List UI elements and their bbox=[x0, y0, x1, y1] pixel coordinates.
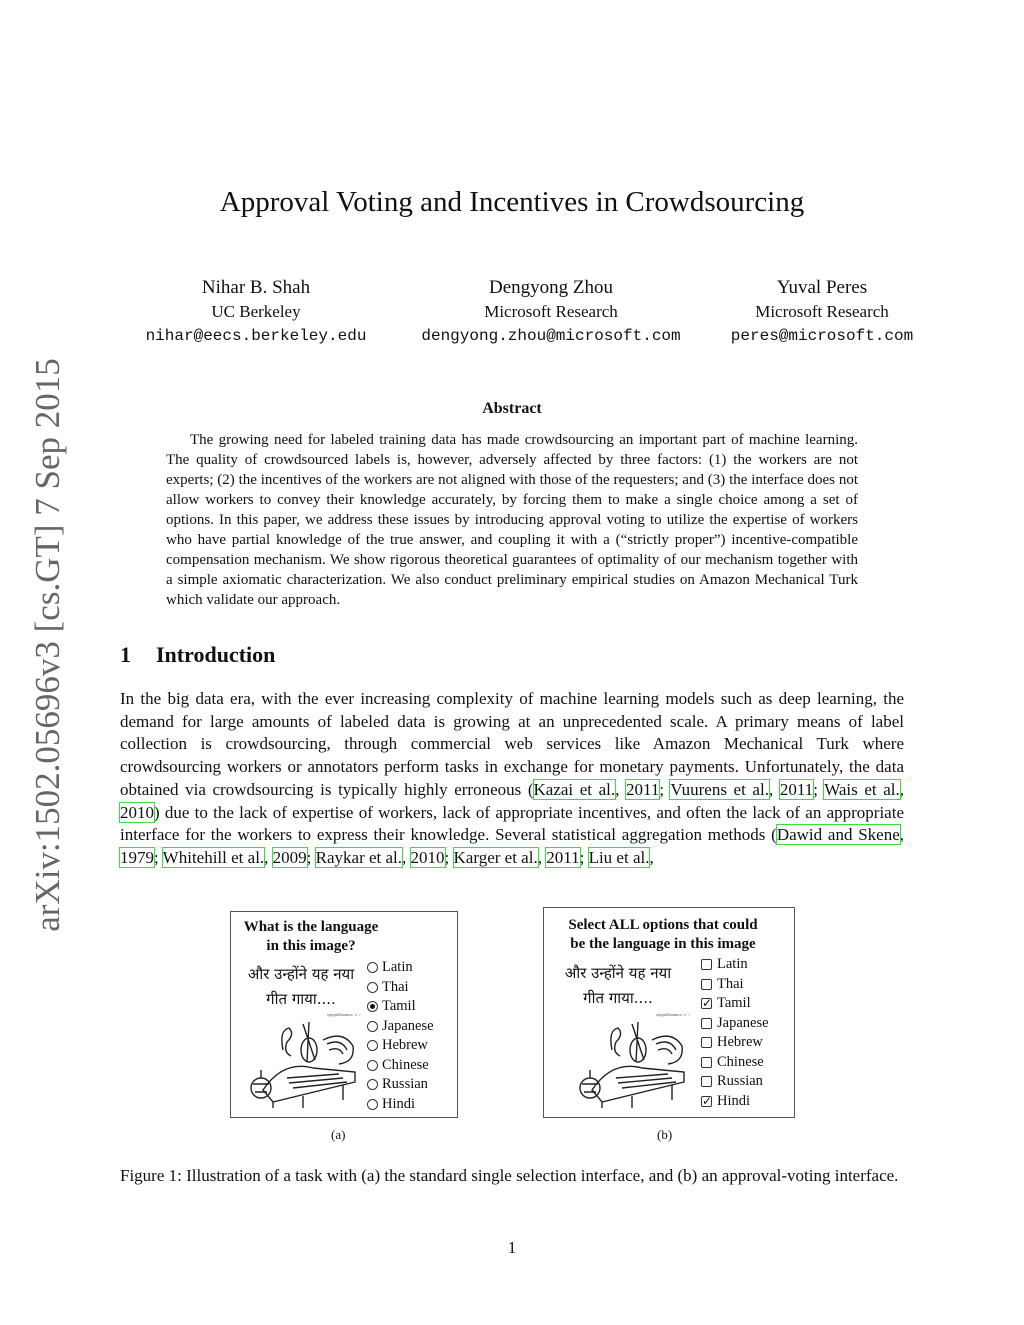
section-number: 1 bbox=[120, 642, 131, 667]
author-affiliation: Microsoft Research bbox=[755, 302, 889, 321]
hindi-text-image bbox=[548, 961, 688, 1011]
option-hebrew[interactable] bbox=[367, 1036, 434, 1056]
citation-link[interactable]: Whitehill et al. bbox=[162, 847, 265, 867]
option-thai[interactable] bbox=[701, 975, 769, 995]
image-credit: ajaypslibonance. c/ > bbox=[327, 1012, 361, 1017]
option-label: Chinese bbox=[717, 1053, 764, 1070]
abstract-text: The growing need for labeled training data has made crowdsourcing an important part of machine learning. The quality of crowdsourced labels is, however, adversely affected by three factors: (1) the workers are not experts; (2) the incentives of the workers are not aligned with those of the requesters; and (3) the interface does not allow workers to convey their knowledge accurately, by forcing them to make a single choice among a set of options. In this paper, we address these issues by introducing approval voting to utilize the expertise of workers who have partial knowledge of the true answer, and coupling it with a (“strictly proper”) incentive-compatible compensation mechanism. We show rigorous theoretical guarantees of optimality of our mechanism together with a simple axiomatic characterization. We also conduct preliminary empirical studies on Amazon Mechanical Turk which validate our approach. bbox=[166, 432, 858, 608]
citation-link[interactable]: Liu et al. bbox=[588, 847, 650, 867]
separator: , bbox=[615, 779, 626, 799]
option-tamil[interactable] bbox=[701, 994, 769, 1014]
checkbox[interactable] bbox=[701, 959, 712, 970]
citation-link[interactable]: Dawid and Skene bbox=[776, 825, 900, 845]
citation-year-link[interactable]: 2009 bbox=[272, 847, 307, 867]
abstract-heading: Abstract bbox=[482, 400, 542, 417]
checkbox[interactable] bbox=[701, 1076, 712, 1087]
citation-year-link[interactable]: 2011 bbox=[546, 847, 580, 867]
option-label: Tamil bbox=[717, 995, 751, 1012]
citation-link[interactable]: Raykar et al. bbox=[315, 847, 403, 867]
radio-button[interactable] bbox=[367, 1040, 378, 1051]
option-list-checkbox bbox=[701, 955, 769, 1111]
radio-button[interactable] bbox=[367, 1060, 378, 1071]
citation-link[interactable]: Vuurens et al. bbox=[670, 779, 769, 799]
radio-button[interactable] bbox=[367, 1099, 378, 1110]
option-label: Japanese bbox=[382, 1017, 434, 1034]
hindi-line: गीत गाया.... bbox=[266, 990, 336, 1008]
option-label: Hindi bbox=[717, 1092, 751, 1109]
option-latin[interactable] bbox=[701, 955, 769, 975]
checkbox[interactable] bbox=[701, 1037, 712, 1048]
checkbox[interactable] bbox=[701, 1018, 712, 1029]
citation-link[interactable]: Wais et al. bbox=[824, 779, 900, 799]
separator: , bbox=[537, 847, 547, 867]
intro-text: In the big data era, with the ever increasing complexity of machine learning models such as deep learning, the demand for large amounts of labeled data is growing at an unprecedented scale. A primary means of label collection is crowdsourcing, through commercial web services like Amazon Mechanical Turk where crowdsourcing workers or annotators perform tasks in exchange for monetary payments. Unfortunately, the data obtained via crowdsourcing is typically highly erroneous ( bbox=[120, 689, 904, 799]
option-list-radio bbox=[367, 958, 434, 1114]
hindi-line: और उन्होंने यह नया bbox=[247, 965, 355, 983]
section-heading bbox=[120, 642, 275, 668]
question-line: Select ALL options that could bbox=[568, 917, 758, 933]
separator: , bbox=[649, 847, 654, 867]
image-credit: ajaypslibonance. c/ > bbox=[656, 1012, 690, 1017]
radio-button[interactable] bbox=[367, 1021, 378, 1032]
option-russian[interactable] bbox=[701, 1072, 769, 1092]
checkbox[interactable] bbox=[701, 979, 712, 990]
subfigure-label-b: (b) bbox=[657, 1127, 673, 1142]
separator: ; bbox=[813, 779, 825, 799]
citation-link[interactable]: Karger et al. bbox=[453, 847, 538, 867]
option-russian[interactable] bbox=[367, 1075, 434, 1095]
page-number: 1 bbox=[507, 1238, 517, 1257]
radio-button[interactable] bbox=[367, 982, 378, 993]
option-label: Tamil bbox=[382, 998, 416, 1015]
task-question bbox=[544, 916, 782, 954]
checkbox[interactable] bbox=[701, 1057, 712, 1068]
music-instruments-illustration bbox=[572, 1020, 696, 1112]
music-instruments-illustration bbox=[243, 1020, 367, 1112]
author-name: Yuval Peres bbox=[776, 277, 868, 298]
separator: , bbox=[768, 779, 780, 799]
radio-button-selected[interactable] bbox=[367, 1001, 378, 1012]
citation-year-link[interactable]: 2010 bbox=[410, 847, 445, 867]
figure-caption: Figure 1: Illustration of a task with (a) the standard single selection interface, and (b) an approval-voting interface. bbox=[120, 1166, 899, 1185]
checkbox-checked[interactable]: ✓ bbox=[702, 1093, 713, 1108]
question-line: be the language in this image bbox=[570, 936, 756, 952]
citation-year-link[interactable]: 2011 bbox=[625, 779, 660, 799]
intro-text: ) due to the lack of expertise of workers, lack of appropriate incentives, and often the lack of an appropriate interface for the workers to express their knowledge. Several statistical aggregation methods ( bbox=[120, 802, 904, 845]
author-email: nihar@eecs.berkeley.edu bbox=[145, 327, 367, 345]
radio-button[interactable] bbox=[367, 962, 378, 973]
hindi-line: गीत गाया.... bbox=[583, 989, 653, 1007]
separator: ; bbox=[306, 847, 316, 867]
option-label: Russian bbox=[717, 1073, 763, 1090]
option-hindi[interactable] bbox=[701, 1092, 769, 1112]
option-japanese[interactable] bbox=[701, 1014, 769, 1034]
option-label: Russian bbox=[382, 1076, 428, 1093]
author-name: Nihar B. Shah bbox=[201, 277, 311, 298]
author-email: dengyong.zhou@microsoft.com bbox=[421, 327, 681, 345]
figure-panel-b bbox=[543, 907, 795, 1118]
hindi-text-image bbox=[231, 962, 371, 1012]
author-block-1 bbox=[126, 276, 386, 348]
option-hebrew[interactable] bbox=[701, 1033, 769, 1053]
author-name: Dengyong Zhou bbox=[488, 277, 613, 298]
citation-link[interactable]: Kazai et al. bbox=[533, 779, 616, 799]
option-thai[interactable] bbox=[367, 978, 434, 998]
subfigure-label-a: (a) bbox=[331, 1127, 346, 1142]
separator: ; bbox=[154, 847, 163, 867]
option-label: Hebrew bbox=[717, 1034, 763, 1051]
author-email: peres@microsoft.com bbox=[730, 327, 914, 345]
separator: , bbox=[264, 847, 273, 867]
separator: ; bbox=[444, 847, 454, 867]
question-line: What is the language bbox=[243, 919, 379, 935]
option-label: Thai bbox=[717, 975, 744, 992]
author-affiliation: Microsoft Research bbox=[484, 302, 618, 321]
option-label: Chinese bbox=[382, 1056, 429, 1073]
option-label: Hebrew bbox=[382, 1037, 428, 1054]
checkbox-checked[interactable]: ✓ bbox=[702, 996, 713, 1011]
option-latin[interactable] bbox=[367, 958, 434, 978]
paper-title: Approval Voting and Incentives in Crowdsourcing bbox=[219, 186, 805, 218]
option-hindi[interactable] bbox=[367, 1095, 434, 1115]
option-label: Latin bbox=[717, 956, 748, 973]
citation-year-link[interactable]: 2010 bbox=[120, 802, 154, 822]
task-question bbox=[231, 918, 391, 956]
question-line: in this image? bbox=[266, 938, 356, 954]
option-chinese[interactable] bbox=[701, 1053, 769, 1073]
separator: ; bbox=[659, 779, 671, 799]
figure-panel-a bbox=[230, 911, 458, 1118]
option-tamil[interactable] bbox=[367, 997, 434, 1017]
arxiv-identifier: arXiv:1502.05696v3 [cs.GT] 7 Sep 2015 bbox=[28, 358, 67, 932]
separator: , bbox=[899, 825, 904, 845]
intro-paragraph bbox=[120, 688, 904, 870]
citation-year-link[interactable]: 1979 bbox=[120, 847, 154, 867]
radio-button[interactable] bbox=[367, 1079, 378, 1090]
option-label: Hindi bbox=[382, 1095, 416, 1112]
option-chinese[interactable] bbox=[367, 1056, 434, 1076]
option-japanese[interactable] bbox=[367, 1017, 434, 1037]
option-label: Latin bbox=[382, 959, 413, 976]
author-affiliation: UC Berkeley bbox=[211, 302, 301, 321]
author-block-2 bbox=[396, 276, 706, 348]
separator: ; bbox=[579, 847, 589, 867]
separator: , bbox=[899, 779, 905, 799]
author-block-3 bbox=[712, 276, 932, 348]
option-label: Japanese bbox=[717, 1014, 769, 1031]
citation-year-link[interactable]: 2011 bbox=[779, 779, 814, 799]
hindi-line: और उन्होंने यह नया bbox=[564, 964, 672, 982]
option-label: Thai bbox=[382, 978, 409, 995]
separator: , bbox=[402, 847, 411, 867]
section-title: Introduction bbox=[156, 642, 276, 667]
